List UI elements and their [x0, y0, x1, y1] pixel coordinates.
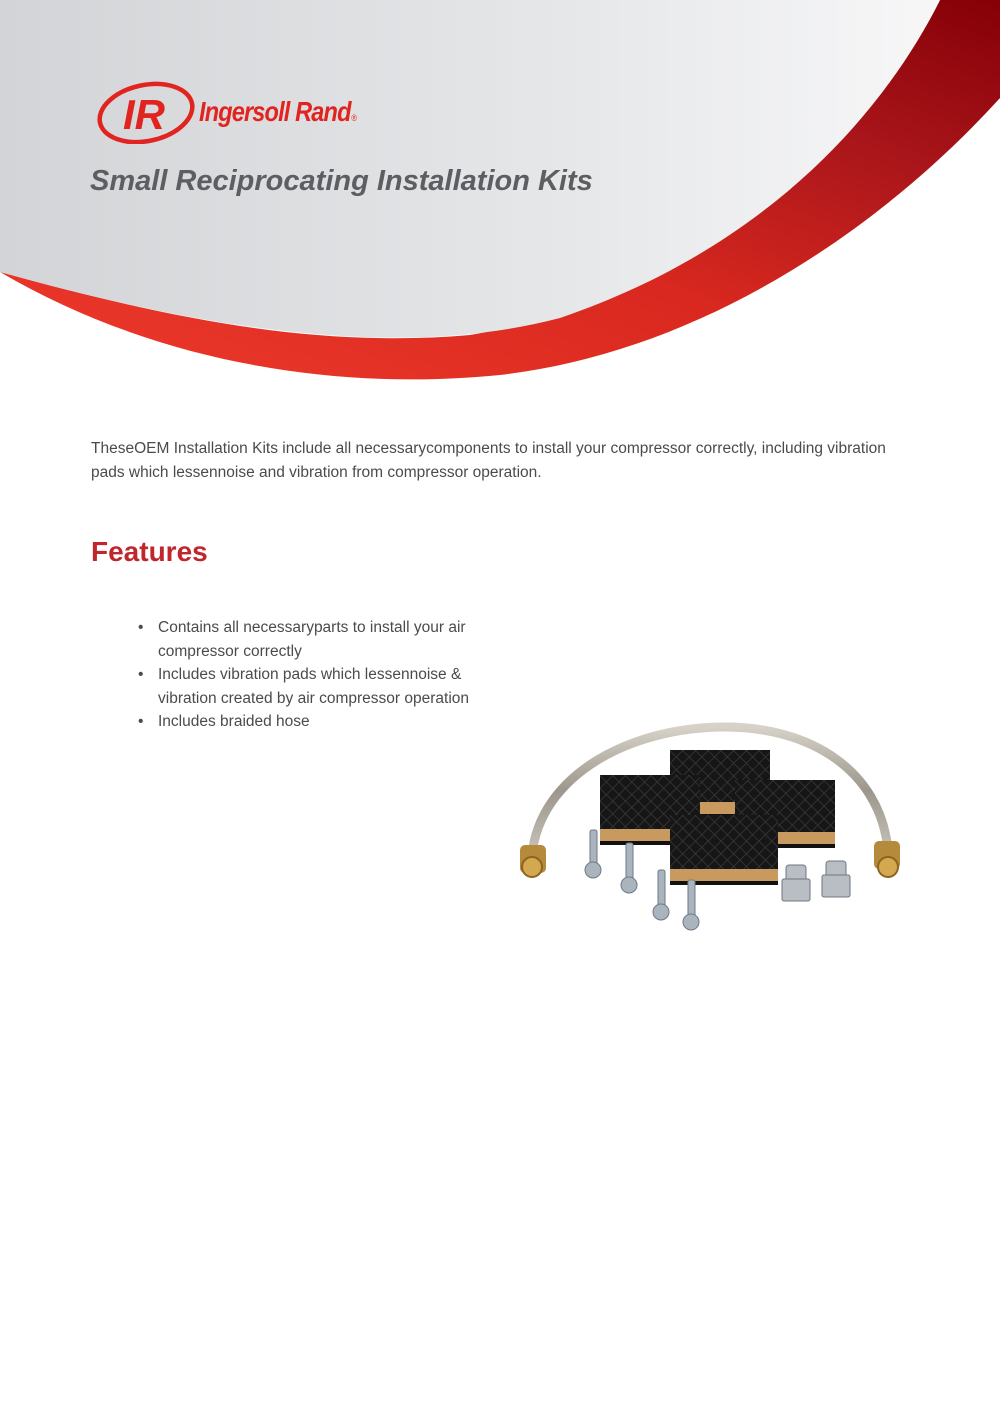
bullet-icon: • [138, 666, 144, 684]
pipe-fittings [782, 861, 850, 901]
document-title: Small Reciprocating Installation Kits [90, 165, 593, 197]
features-heading: Features [91, 536, 208, 567]
bullet-icon: • [138, 713, 144, 731]
intro-paragraph: TheseOEM Installation Kits include all necessarycomponents to install your compressor correctly, including vibration pads which lessennoise and vibration from compressor operation. [91, 440, 886, 481]
feature-list [138, 616, 518, 734]
feature-item: • Includes braided hose [138, 710, 518, 734]
ir-monogram-icon [96, 80, 196, 144]
brand-name: Ingersoll Rand® [199, 96, 357, 127]
svg-text:IR: IR [123, 91, 165, 138]
feature-item: • Includes vibration pads which lessennoise & vibration created by air compressor operation [138, 663, 518, 710]
product-image [510, 715, 910, 945]
feature-item: • Contains all necessaryparts to install your air compressor correctly [138, 616, 518, 663]
bullet-icon: • [138, 619, 144, 636]
